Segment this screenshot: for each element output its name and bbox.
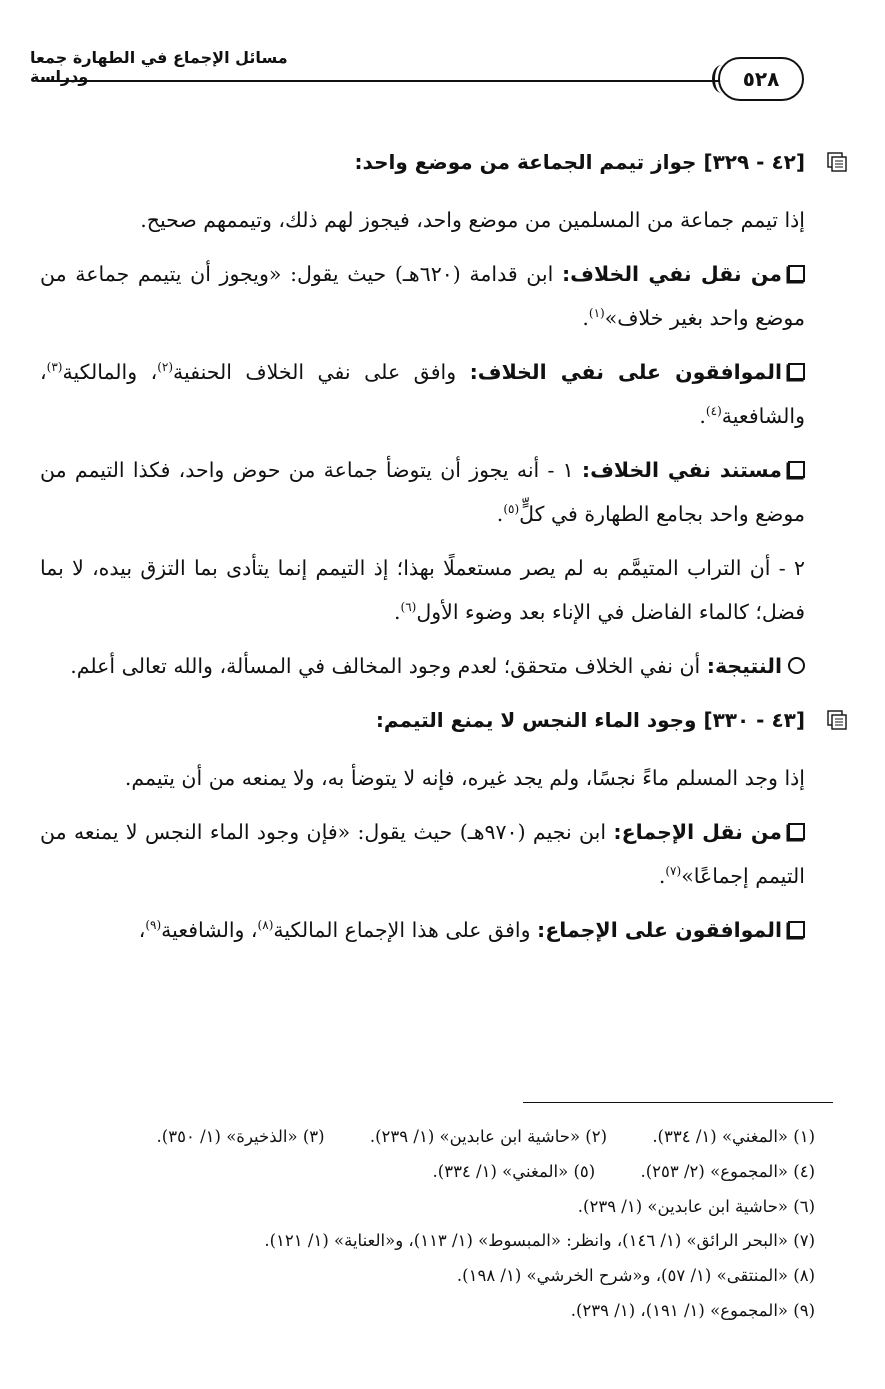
footnote-line bbox=[40, 1155, 815, 1190]
footnote-item: (١) «المغني» (١/ ٣٣٤). bbox=[652, 1127, 815, 1146]
section-heading bbox=[40, 140, 805, 184]
paragraph-evidence-2 bbox=[40, 546, 805, 634]
paragraph-text: أن نفي الخلاف متحقق؛ لعدم وجود المخالف في المسألة، والله تعالى أعلم. bbox=[70, 654, 701, 678]
copy-icon bbox=[827, 152, 849, 174]
paragraph-text: ، والشافعية bbox=[161, 918, 258, 942]
paragraph-transmitter bbox=[40, 810, 805, 898]
paragraph-text: ، والمالكية bbox=[62, 360, 158, 384]
header-rule bbox=[38, 80, 728, 82]
footnote-line: (٩) «المجموع» (١/ ١٩١)، (١/ ٢٣٩). bbox=[570, 1300, 815, 1320]
paragraph-end: . bbox=[496, 502, 504, 526]
paragraph-label: مستند نفي الخلاف: bbox=[581, 458, 782, 482]
paragraph-agreeing bbox=[40, 908, 805, 952]
footnote-line: (٦) «حاشية ابن عابدين» (١/ ٢٣٩). bbox=[577, 1196, 815, 1216]
footnotes bbox=[40, 1120, 815, 1329]
paragraph-label: النتيجة: bbox=[706, 654, 782, 678]
paragraph-end: . bbox=[658, 864, 666, 888]
footnote-divider bbox=[523, 1102, 833, 1103]
paragraph-text: وافق على نفي الخلاف الحنفية bbox=[173, 360, 457, 384]
square-bullet-icon bbox=[788, 265, 805, 282]
footnote-ref[interactable]: (١) bbox=[588, 306, 605, 321]
square-bullet-icon bbox=[788, 823, 805, 840]
footnote-ref[interactable]: (٣) bbox=[46, 360, 63, 375]
footnote-item: (٢) «حاشية ابن عابدين» (١/ ٢٣٩). bbox=[369, 1127, 608, 1146]
paragraph-end: . bbox=[699, 404, 706, 428]
footnote-item: (٥) «المغني» (١/ ٣٣٤). bbox=[432, 1161, 596, 1181]
paragraph-label: الموافقون على الإجماع: bbox=[537, 918, 782, 942]
paragraph-evidence bbox=[40, 448, 805, 536]
circle-bullet-icon bbox=[788, 657, 805, 674]
paragraph-end: . bbox=[393, 600, 401, 624]
footnote-line: (٨) «المنتقى» (١/ ٥٧)، و«شرح الخرشي» (١/ ١٩٨). bbox=[456, 1266, 815, 1286]
section-title: جواز تيمم الجماعة من موضع واحد: bbox=[354, 150, 697, 174]
section-intro: إذا وجد المسلم ماءً نجسًا، ولم يجد غيره، فإنه لا يتوضأ به، ولا يمنعه من أن يتيمم. bbox=[124, 766, 805, 790]
paragraph-label: الموافقون على نفي الخلاف: bbox=[469, 360, 782, 384]
footnote-line bbox=[40, 1120, 815, 1155]
paragraph-text: ابن قدامة (٦٢٠هـ) حيث يقول: «ويجوز أن يتيمم جماعة من موضع واحد بغير خلاف» bbox=[40, 262, 805, 330]
page-number-badge bbox=[718, 57, 804, 101]
footnote-ref[interactable]: (٨) bbox=[257, 918, 274, 933]
paragraph-text: ٢ - أن التراب المتيمَّم به لم يصر مستعملًا بهذا؛ إذ التيمم إنما يتأدى بما التزق بيده، لا بما فضل؛ كالماء الفاضل في الإناء بعد وضوء الأول bbox=[40, 556, 805, 624]
section-heading bbox=[40, 698, 805, 742]
paragraph-end: ، bbox=[138, 918, 146, 942]
footnote-item: (٤) «المجموع» (٢/ ٢٥٣). bbox=[640, 1161, 815, 1181]
square-bullet-icon bbox=[788, 363, 805, 380]
footnote-ref[interactable]: (٧) bbox=[665, 864, 682, 879]
paragraph-transmitter: من نقل نفي الخلاف: ابن قدامة (٦٢٠هـ) حيث يقول: «ويجوز أن يتيمم جماعة من موضع واحد بغير خلاف»$^{(١)}$. bbox=[40, 262, 805, 330]
paragraph-label: من نقل نفي الخلاف: bbox=[561, 262, 782, 286]
page-number: ٥٢٨ bbox=[742, 67, 780, 91]
paragraph-text: ١ - أنه يجوز أن يتوضأ جماعة من حوض واحد، فكذا التيمم من موضع واحد بجامع الطهارة في كلٍّ bbox=[40, 458, 805, 526]
footnote-line: (٧) «البحر الرائق» (١/ ١٤٦)، وانظر: «المبسوط» (١/ ١١٣)، و«العناية» (١/ ١٢١). bbox=[264, 1231, 815, 1251]
paragraph-result bbox=[40, 644, 805, 688]
paragraph-agreeing bbox=[40, 350, 805, 438]
paragraph-text: وافق على هذا الإجماع المالكية bbox=[273, 918, 531, 942]
paragraph-label: من نقل الإجماع: bbox=[613, 820, 782, 844]
footnote-ref[interactable]: (٢) bbox=[157, 360, 174, 375]
running-header-title: مسائل الإجماع في الطهارة جمعا ودراسة bbox=[30, 48, 288, 86]
section-intro: إذا تيمم جماعة من المسلمين من موضع واحد، فيجوز لهم ذلك، وتيممهم صحيح. bbox=[140, 208, 805, 232]
footnote-item: (٣) «الذخيرة» (١/ ٣٥٠). bbox=[156, 1127, 325, 1146]
square-bullet-icon bbox=[788, 921, 805, 938]
section-number: [٤٢ - ٣٢٩] bbox=[703, 150, 805, 174]
copy-icon bbox=[827, 710, 849, 732]
footnote-ref[interactable]: (٥) bbox=[503, 502, 520, 517]
footnote-ref[interactable]: (٩) bbox=[145, 918, 162, 933]
footnote-ref[interactable]: (٤) bbox=[705, 404, 722, 419]
paragraph-text: ابن نجيم (٩٧٠هـ) حيث يقول: «فإن وجود الماء النجس لا يمنعه من التيمم إجماعًا» bbox=[40, 820, 805, 888]
page-body bbox=[40, 140, 805, 962]
footnote-ref[interactable]: (٦) bbox=[400, 600, 417, 615]
section-number: [٤٣ - ٣٣٠] bbox=[703, 708, 805, 732]
square-bullet-icon bbox=[788, 461, 805, 478]
section-title: وجود الماء النجس لا يمنع التيمم: bbox=[375, 708, 697, 732]
paragraph-text: ، والشافعية bbox=[40, 360, 805, 428]
